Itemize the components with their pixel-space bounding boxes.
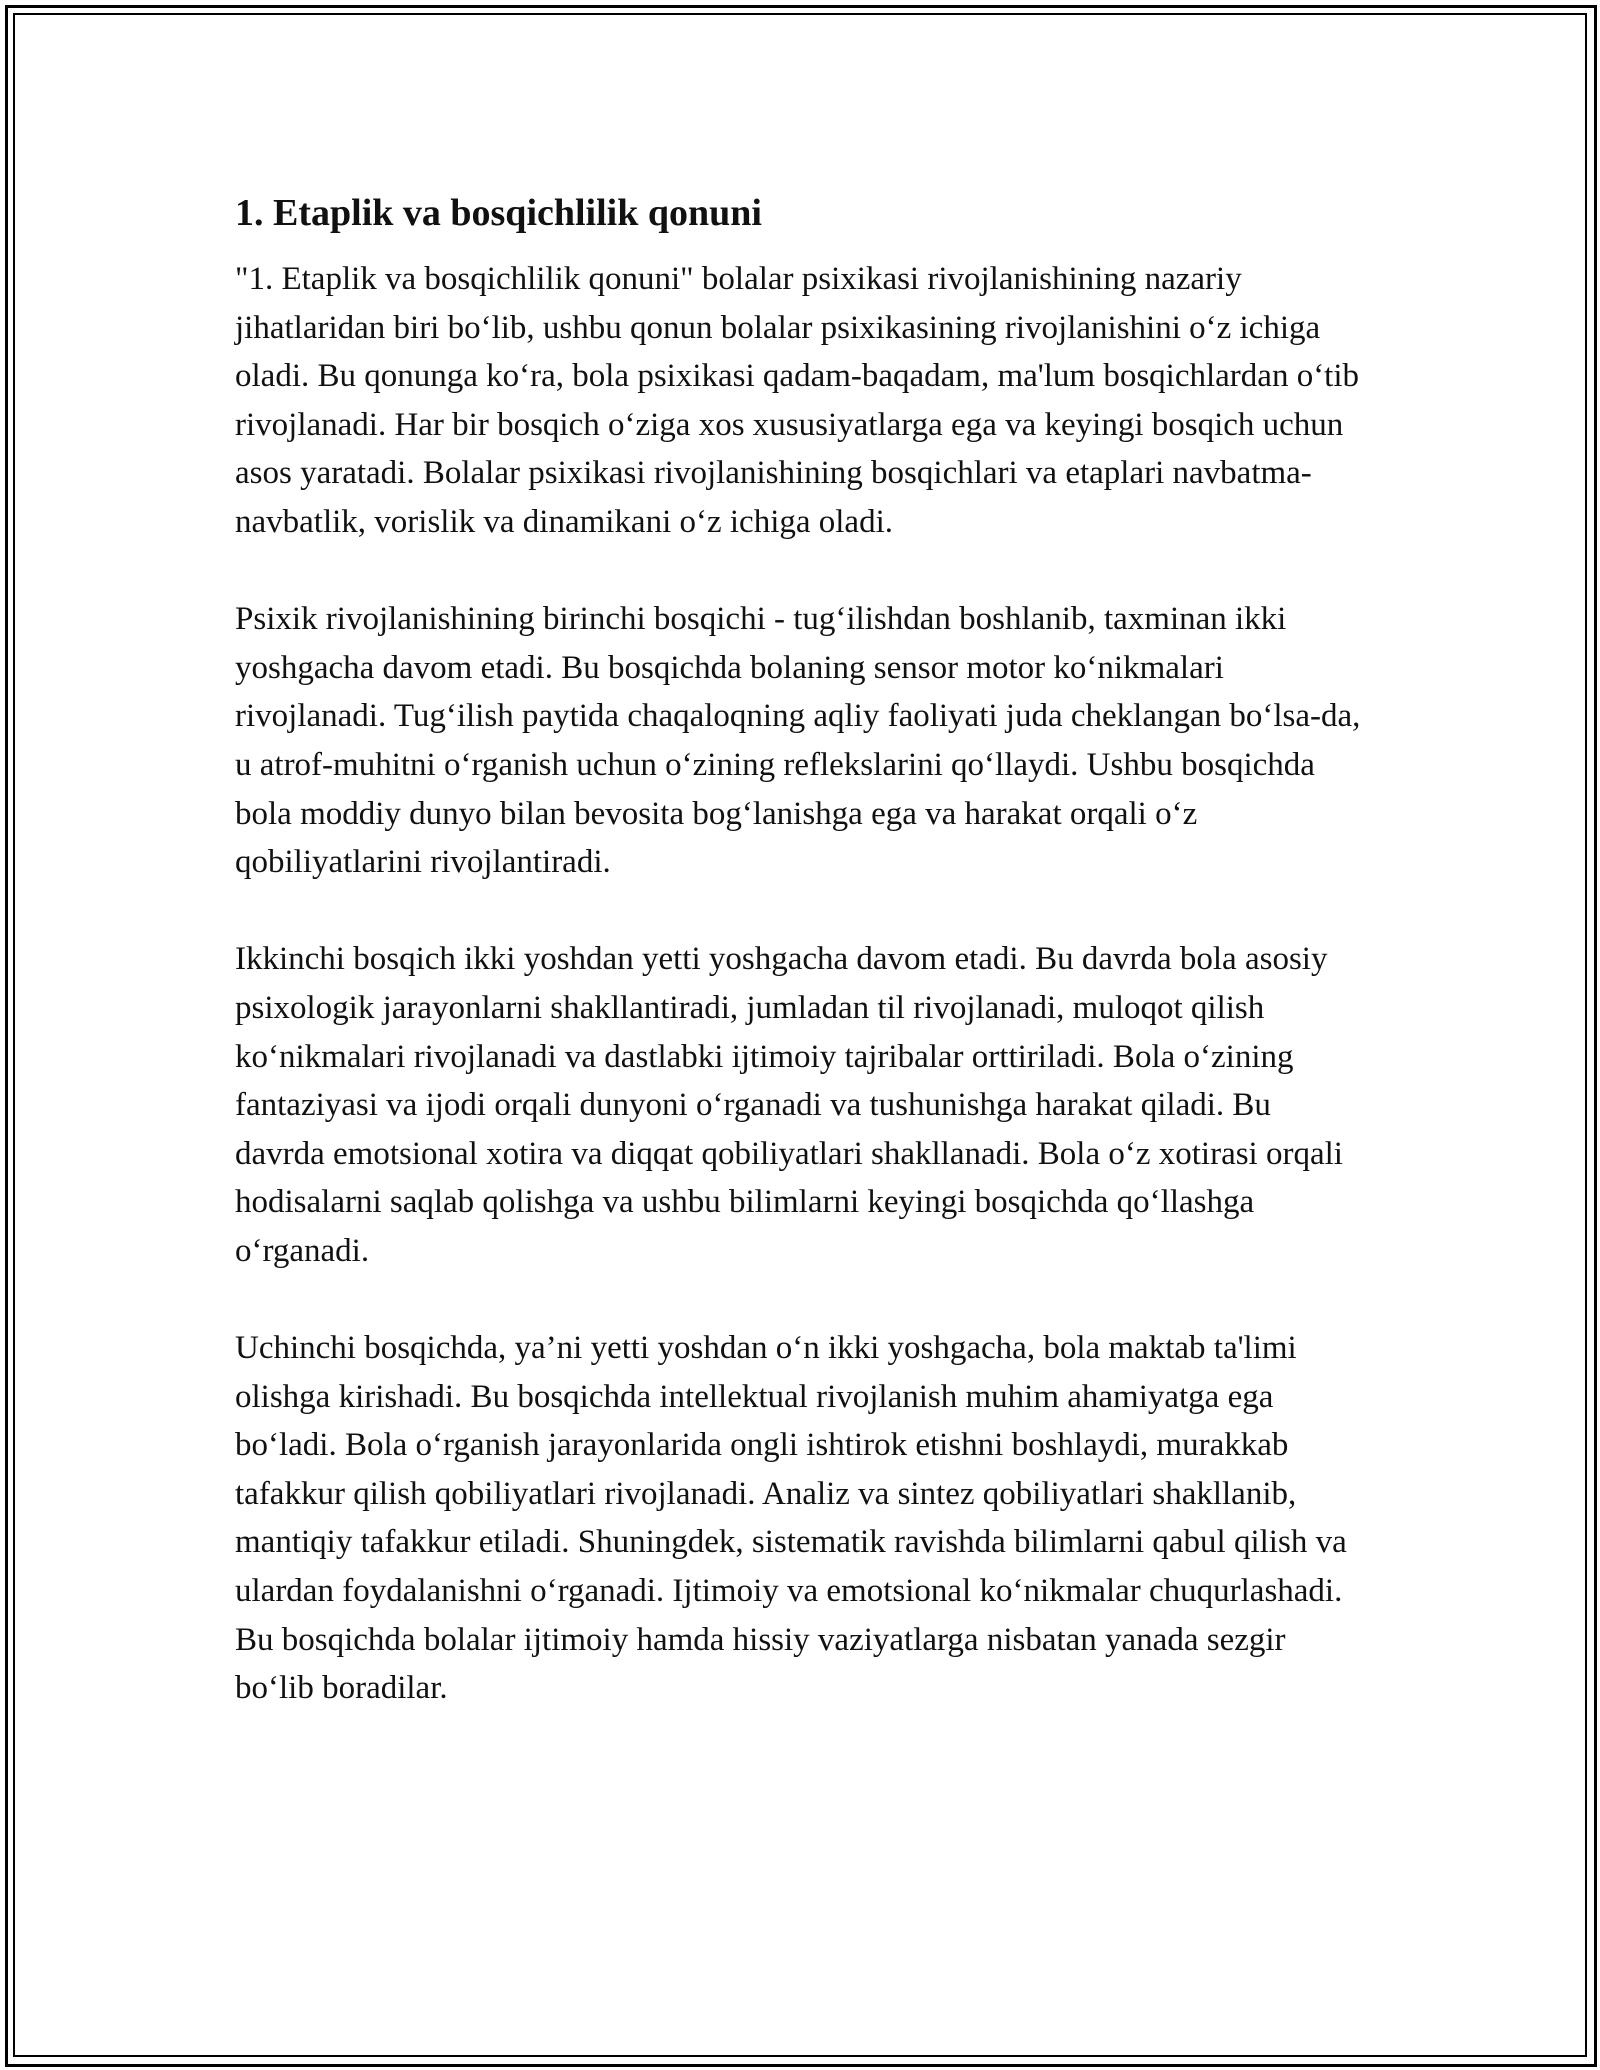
paragraph-second-stage: Ikkinchi bosqich ikki yoshdan yetti yoshgacha davom etadi. Bu davrda bola asosiy psixologik jarayonlarni shakllantiradi, jumladan til rivojlanadi, muloqot qilish ko‘nikmalari rivojlanadi va dastlabki ijtimoiy tajribalar orttiriladi. Bola o‘zining fantaziyasi va ijodi orqali dunyoni o‘rganadi va tushunishga harakat qiladi. Bu davrda emotsional xotira va diqqat qobiliyatlari shakllanadi. Bola o‘z xotirasi orqali hodisalarni saqlab qolishga va ushbu bilimlarni keyingi bosqichda qo‘llashga o‘rganadi. bbox=[235, 941, 1343, 1269]
section-heading: 1. Etaplik va bosqichlilik qonuni bbox=[235, 192, 762, 234]
paragraph-intro: "1. Etaplik va bosqichlilik qonuni" bolalar psixikasi rivojlanishining nazariy jihatlaridan biri bo‘lib, ushbu qonun bolalar psixikasining rivojlanishini o‘z ichiga oladi. Bu qonunga ko‘ra, bola psixikasi qadam-baqadam, ma'lum bosqichlardan o‘tib rivojlanadi. Har bir bosqich o‘ziga xos xususiyatlarga ega va keyingi bosqich uchun asos yaratadi. Bolalar psixikasi rivojlanishining bosqichlari va etaplari navbatma-navbatlik, vorislik va dinamikani o‘z ichiga oladi. bbox=[235, 261, 1360, 540]
paragraph-third-stage: Uchinchi bosqichda, ya’ni yetti yoshdan o‘n ikki yoshgacha, bola maktab ta'limi olishga kirishadi. Bu bosqichda intellektual rivojlanish muhim ahamiyatga ega bo‘ladi. Bola o‘rganish jarayonlarida ongli ishtirok etishni boshlaydi, murakkab tafakkur qilish qobiliyatlari rivojlanadi. Analiz va sintez qobiliyatlari shakllanib, mantiqiy tafakkur etiladi. Shuningdek, sistematik ravishda bilimlarni qabul qilish va ulardan foydalanishni o‘rganadi. Ijtimoiy va emotsional ko‘nikmalar chuqurlashadi. Bu bosqichda bolalar ijtimoiy hamda hissiy vaziyatlarga nisbatan yanada sezgir bo‘lib boradilar. bbox=[235, 1330, 1347, 1707]
paragraph-first-stage: Psixik rivojlanishining birinchi bosqichi - tug‘ilishdan boshlanib, taxminan ikki yoshgacha davom etadi. Bu bosqichda bolaning sensor motor ko‘nikmalari rivojlanadi. Tug‘ilish paytida chaqaloqning aqliy faoliyati juda cheklangan bo‘lsa-da, u atrof-muhitni o‘rganish uchun o‘zining reflekslarini qo‘llaydi. Ushbu bosqichda bola moddiy dunyo bilan bevosita bog‘lanishga ega va harakat orqali o‘z qobiliyatlarini rivojlantiradi. bbox=[235, 601, 1361, 881]
document-body bbox=[235, 185, 1365, 1713]
